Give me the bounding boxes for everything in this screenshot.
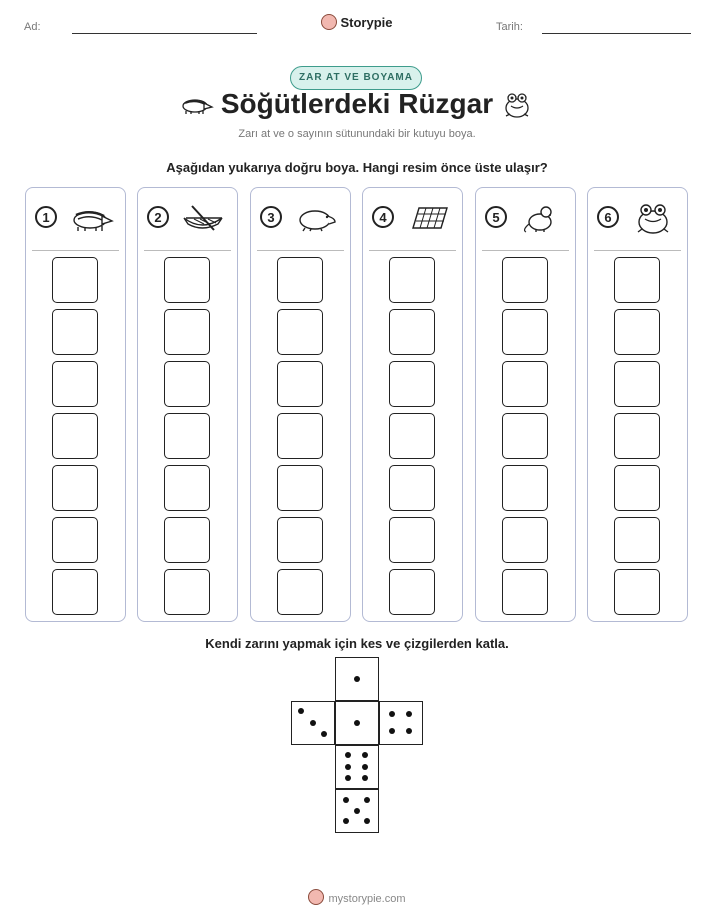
dice-pip <box>354 808 360 814</box>
color-box[interactable] <box>277 361 323 407</box>
dice-face-1 <box>335 701 379 745</box>
column-number: 6 <box>597 206 619 228</box>
dice-pip <box>364 797 370 803</box>
page-title: Söğütlerdeki Rüzgar <box>220 88 494 119</box>
column-number: 4 <box>372 206 394 228</box>
dice-pip <box>321 731 327 737</box>
column-number: 3 <box>260 206 282 228</box>
color-box[interactable] <box>502 465 548 511</box>
column-number: 2 <box>147 206 169 228</box>
color-box[interactable] <box>164 465 210 511</box>
color-box[interactable] <box>614 309 660 355</box>
color-box[interactable] <box>614 465 660 511</box>
color-box[interactable] <box>52 569 98 615</box>
dice-pip <box>389 728 395 734</box>
toad-icon <box>502 90 532 120</box>
column-5 <box>475 187 576 622</box>
name-line[interactable] <box>72 33 257 34</box>
column-number: 1 <box>35 206 57 228</box>
dice-pip <box>406 711 412 717</box>
color-box[interactable] <box>52 465 98 511</box>
color-box[interactable] <box>614 517 660 563</box>
color-box[interactable] <box>614 413 660 459</box>
dice-pip <box>343 818 349 824</box>
dice-pip <box>354 720 360 726</box>
dice-instruction: Kendi zarını yapmak için kes ve çizgilerden katla. <box>205 636 509 651</box>
dice-pip <box>345 752 351 758</box>
dice-pip <box>345 764 351 770</box>
color-box[interactable] <box>389 413 435 459</box>
color-box[interactable] <box>502 309 548 355</box>
column-6 <box>587 187 688 622</box>
color-box[interactable] <box>389 517 435 563</box>
color-box[interactable] <box>277 413 323 459</box>
date-label: Tarih: <box>496 21 523 33</box>
dice-face-3 <box>291 701 335 745</box>
color-box[interactable] <box>502 257 548 303</box>
activity-badge: ZAR AT VE BOYAMA <box>290 66 422 90</box>
color-box[interactable] <box>52 517 98 563</box>
mouse-icon <box>518 202 564 234</box>
column-divider <box>482 250 569 251</box>
color-box[interactable] <box>277 309 323 355</box>
name-label: Ad: <box>24 21 41 33</box>
dice-face-1 <box>335 657 379 701</box>
badger-icon <box>68 202 114 234</box>
date-line[interactable] <box>542 33 691 34</box>
dice-pip <box>298 708 304 714</box>
color-box[interactable] <box>502 569 548 615</box>
footer-url[interactable]: mystorypie.com <box>328 893 406 905</box>
color-box[interactable] <box>502 517 548 563</box>
color-box[interactable] <box>614 361 660 407</box>
color-box[interactable] <box>389 361 435 407</box>
dice-face-6 <box>335 745 379 789</box>
color-box[interactable] <box>389 309 435 355</box>
color-box[interactable] <box>502 361 548 407</box>
dice-face-4 <box>379 701 423 745</box>
dice-face-5 <box>335 789 379 833</box>
column-divider <box>144 250 231 251</box>
color-box[interactable] <box>277 257 323 303</box>
brand-logo <box>0 14 714 30</box>
column-2 <box>137 187 238 622</box>
dice-pip <box>362 764 368 770</box>
column-divider <box>594 250 681 251</box>
color-box[interactable] <box>277 517 323 563</box>
color-box[interactable] <box>614 257 660 303</box>
storypie-logo-icon <box>308 889 324 905</box>
color-box[interactable] <box>164 413 210 459</box>
coloring-instruction: Aşağıdan yukarıya doğru boya. Hangi resim önce üste ulaşır? <box>166 160 548 175</box>
color-box[interactable] <box>164 361 210 407</box>
color-box[interactable] <box>164 569 210 615</box>
page-subtitle: Zarı at ve o sayının sütunundaki bir kutuyu boya. <box>238 128 476 140</box>
dice-pip <box>345 775 351 781</box>
footer <box>0 889 714 905</box>
dice-pip <box>310 720 316 726</box>
color-box[interactable] <box>52 413 98 459</box>
color-box[interactable] <box>389 569 435 615</box>
column-divider <box>257 250 344 251</box>
color-box[interactable] <box>614 569 660 615</box>
color-box[interactable] <box>502 413 548 459</box>
dice-pip <box>362 752 368 758</box>
dice-pip <box>354 676 360 682</box>
color-box[interactable] <box>164 517 210 563</box>
dice-pip <box>389 711 395 717</box>
color-box[interactable] <box>164 309 210 355</box>
column-3 <box>250 187 351 622</box>
color-box[interactable] <box>52 309 98 355</box>
color-box[interactable] <box>52 361 98 407</box>
column-number: 5 <box>485 206 507 228</box>
color-box[interactable] <box>52 257 98 303</box>
boat-icon <box>180 202 226 234</box>
column-divider <box>369 250 456 251</box>
dice-pip <box>364 818 370 824</box>
color-box[interactable] <box>277 465 323 511</box>
grid-icon <box>405 202 451 234</box>
color-box[interactable] <box>389 465 435 511</box>
dice-pip <box>362 775 368 781</box>
toad-icon <box>630 200 676 236</box>
storypie-logo-icon <box>321 14 337 30</box>
color-box[interactable] <box>277 569 323 615</box>
mole-icon <box>293 202 339 234</box>
color-box[interactable] <box>164 257 210 303</box>
dice-pip <box>343 797 349 803</box>
dice-pip <box>406 728 412 734</box>
column-1 <box>25 187 126 622</box>
brand-name: Storypie <box>340 15 393 30</box>
color-box[interactable] <box>389 257 435 303</box>
column-divider <box>32 250 119 251</box>
column-4 <box>362 187 463 622</box>
